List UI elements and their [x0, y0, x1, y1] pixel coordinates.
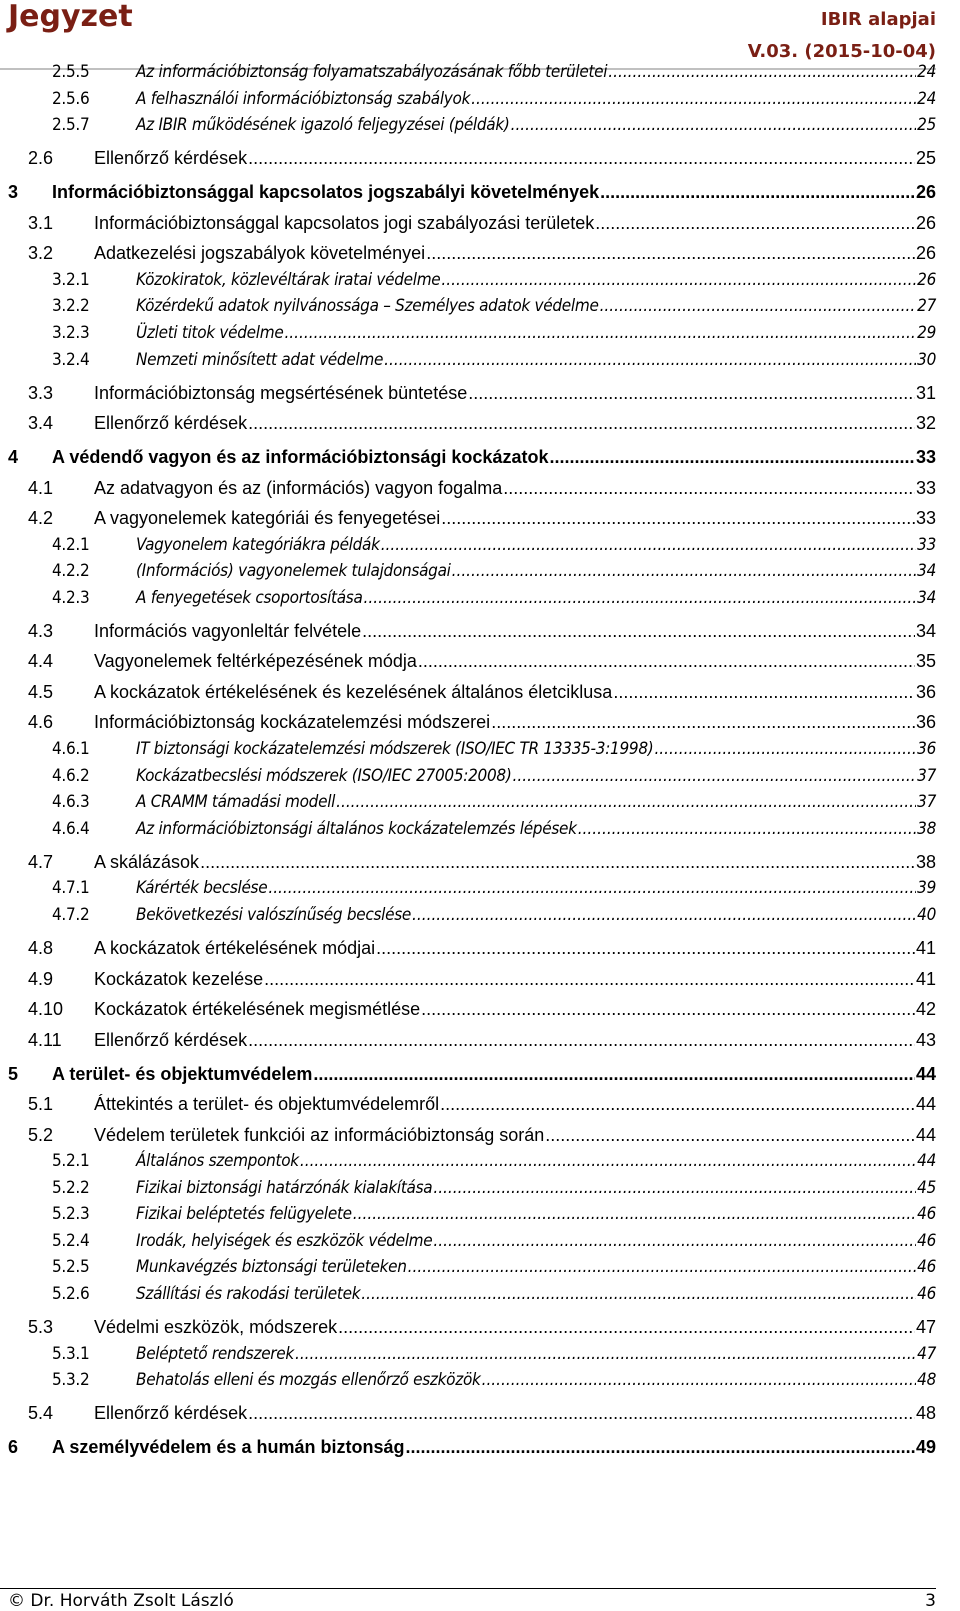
toc-entry-title: A védendő vagyon és az információbiztonsági kockázatok [52, 447, 549, 467]
toc-entry-number: 4.7 [28, 852, 54, 872]
toc-entry-page: 35 [915, 651, 936, 671]
toc-entry-page: 33 [915, 447, 936, 467]
toc-entry-number: 3.1 [28, 213, 54, 233]
toc-leader-dots [440, 1094, 915, 1115]
toc-entry-page: 26 [915, 213, 936, 233]
toc-entry-title: A kockázatok értékelésének módjai [94, 938, 376, 958]
toc-entry-number: 5.2.2 [52, 1178, 90, 1198]
toc-entry-title: Vagyonelemek feltérképezésének módja [94, 651, 417, 671]
toc-entry-title: Fizikai biztonsági határzónák kialakítása [136, 1178, 433, 1198]
toc-leader-dots [384, 350, 916, 370]
toc-entry[interactable] [8, 1064, 936, 1085]
toc-entry-page: 38 [915, 852, 936, 872]
toc-entry[interactable] [28, 508, 936, 529]
toc-entry-title: Fizikai beléptetés felügyelete [136, 1204, 352, 1224]
toc-entry-number: 2.5.7 [52, 115, 90, 135]
toc-entry-page: 44 [915, 1094, 936, 1114]
toc-entry-page: 37 [917, 766, 936, 786]
toc-entry-page: 40 [917, 905, 936, 925]
toc-leader-dots [268, 878, 916, 898]
toc-leader-dots [654, 739, 916, 759]
toc-entry-title: Ellenőrző kérdések [94, 1403, 248, 1423]
toc-entry[interactable] [28, 969, 936, 990]
toc-entry[interactable] [28, 148, 936, 169]
toc-leader-dots [248, 1403, 915, 1424]
toc-entry-title: (Információs) vagyonelemek tulajdonságai [136, 561, 451, 581]
toc-entry-title: Munkavégzés biztonsági területeken [136, 1257, 407, 1277]
toc-entry-page: 46 [917, 1231, 936, 1251]
toc-leader-dots [433, 1231, 916, 1251]
toc-entry[interactable] [28, 651, 936, 672]
toc-entry-title: A személyvédelem és a humán biztonság [52, 1437, 405, 1457]
toc-entry-number: 4.2.3 [52, 588, 90, 608]
toc-entry-title: Ellenőrző kérdések [94, 413, 248, 433]
toc-entry[interactable] [52, 1370, 936, 1390]
toc-entry-page: 48 [917, 1370, 936, 1390]
toc-entry-page: 36 [917, 739, 936, 759]
toc-leader-dots [408, 1257, 916, 1277]
toc-leader-dots [471, 89, 916, 109]
toc-entry-number: 3.2.3 [52, 323, 90, 343]
toc-entry-title: Behatolás elleni és mozgás ellenőrző eszközök [136, 1370, 481, 1390]
toc-entry-title: Védelem területek funkciói az információbiztonság során [94, 1125, 545, 1145]
toc-entry[interactable] [28, 682, 936, 703]
toc-entry[interactable] [28, 852, 936, 873]
toc-entry-page: 26 [915, 243, 936, 263]
toc-entry[interactable] [52, 1178, 936, 1198]
toc-entry-page: 47 [917, 1344, 936, 1364]
toc-entry-title: Az adatvagyon és az (információs) vagyon fogalma [94, 478, 503, 498]
toc-entry-page: 42 [915, 999, 936, 1019]
toc-entry-page: 39 [917, 878, 936, 898]
toc-entry-number: 4.2.2 [52, 561, 90, 581]
toc-entry[interactable] [52, 350, 936, 370]
toc-leader-dots [381, 535, 916, 555]
toc-entry-number: 4.6.2 [52, 766, 90, 786]
toc-leader-dots [361, 1284, 916, 1304]
toc-entry[interactable] [52, 1344, 936, 1364]
toc-leader-dots [613, 682, 915, 703]
toc-entry-page: 45 [917, 1178, 936, 1198]
toc-leader-dots [376, 938, 915, 959]
toc-leader-dots [362, 621, 915, 642]
toc-leader-dots [452, 561, 917, 581]
toc-entry[interactable] [52, 296, 936, 316]
footer-author: © Dr. Horváth Zsolt László [8, 1591, 234, 1611]
toc-leader-dots [248, 148, 915, 169]
toc-entry-title: Általános szempontok [136, 1151, 299, 1171]
toc-entry-page: 24 [917, 89, 936, 109]
toc-entry-page: 36 [915, 682, 936, 702]
toc-entry-page: 41 [915, 938, 936, 958]
toc-entry-number: 3.4 [28, 413, 54, 433]
toc-entry-page: 33 [915, 508, 936, 528]
toc-leader-dots [503, 478, 915, 499]
toc-entry[interactable] [28, 938, 936, 959]
toc-leader-dots [364, 588, 917, 608]
toc-leader-dots [338, 1317, 915, 1338]
toc-entry-number: 2.6 [28, 148, 54, 168]
toc-entry-number: 4.5 [28, 682, 54, 702]
toc-leader-dots [353, 1204, 916, 1224]
toc-entry-page: 46 [917, 1257, 936, 1277]
toc-entry-number: 4.6.1 [52, 739, 90, 759]
toc-leader-dots [433, 1178, 916, 1198]
toc-entry[interactable] [28, 1125, 936, 1146]
toc-entry[interactable] [52, 323, 936, 343]
toc-entry-number: 3.2.2 [52, 296, 90, 316]
toc-entry-page: 41 [915, 969, 936, 989]
toc-entry-number: 5.2 [28, 1125, 54, 1145]
toc-entry-title: IT biztonsági kockázatelemzési módszerek (ISO/IEC TR 13335-3:1998) [136, 739, 654, 759]
toc-entry[interactable] [52, 561, 936, 581]
toc-entry[interactable] [52, 535, 936, 555]
toc-leader-dots [482, 1370, 917, 1390]
toc-entry-title: A kockázatok értékelésének és kezelésének általános életciklusa [94, 682, 613, 702]
toc-leader-dots [549, 447, 915, 468]
toc-entry-title: Irodák, helyiségek és eszközök védelme [136, 1231, 433, 1251]
toc-entry[interactable] [52, 878, 936, 898]
subject-title: IBIR alapjai [820, 9, 936, 30]
toc-entry-number: 4.6.4 [52, 819, 90, 839]
toc-entry-number: 3.3 [28, 383, 54, 403]
toc-leader-dots [513, 766, 917, 786]
toc-entry-title: A skálázások [94, 852, 200, 872]
toc-entry-page: 31 [915, 383, 936, 403]
toc-entry-title: Áttekintés a terület- és objektumvédelemről [94, 1094, 440, 1114]
toc-entry-title: Közokiratok, közlevéltárak iratai védelme [136, 270, 441, 290]
toc-entry-page: 25 [917, 115, 936, 135]
toc-entry-title: Kockázatok kezelése [94, 969, 264, 989]
toc-entry[interactable] [52, 1257, 936, 1277]
toc-entry[interactable] [52, 739, 936, 759]
toc-leader-dots [248, 1030, 915, 1051]
toc-entry[interactable] [8, 1437, 936, 1458]
toc-entry-page: 44 [915, 1064, 936, 1084]
toc-entry-page: 25 [915, 148, 936, 168]
toc-entry-number: 4.8 [28, 938, 54, 958]
toc-leader-dots [421, 999, 915, 1020]
toc-entry[interactable] [8, 447, 936, 468]
toc-entry-title: A CRAMM támadási modell [136, 792, 336, 812]
toc-leader-dots [300, 1151, 916, 1171]
toc-entry-page: 29 [917, 323, 936, 343]
toc-entry[interactable] [52, 792, 936, 812]
toc-entry[interactable] [28, 999, 936, 1020]
toc-entry[interactable] [52, 588, 936, 608]
toc-entry[interactable] [52, 62, 936, 82]
toc-entry-title: Információbiztonsággal kapcsolatos jogi szabályozási területek [94, 213, 595, 233]
toc-entry-title: Üzleti titok védelme [136, 323, 284, 343]
toc-entry-page: 48 [915, 1403, 936, 1423]
toc-entry-number: 2.5.5 [52, 62, 90, 82]
toc-leader-dots [264, 969, 915, 990]
toc-entry[interactable] [52, 766, 936, 786]
toc-entry-page: 37 [917, 792, 936, 812]
toc-entry-page: 34 [917, 561, 936, 581]
toc-entry-page: 44 [915, 1125, 936, 1145]
toc-entry-title: Ellenőrző kérdések [94, 148, 248, 168]
toc-entry-number: 5.2.1 [52, 1151, 90, 1171]
footer-divider [0, 1588, 936, 1589]
toc-entry-title: Ellenőrző kérdések [94, 1030, 248, 1050]
toc-entry-title: Az IBIR működésének igazoló feljegyzései (példák) [136, 115, 510, 135]
toc-entry[interactable] [52, 270, 936, 290]
toc-entry-number: 4.4 [28, 651, 54, 671]
toc-leader-dots [441, 508, 915, 529]
toc-leader-dots [545, 1125, 915, 1146]
toc-leader-dots [468, 383, 915, 404]
toc-leader-dots [412, 905, 916, 925]
toc-entry-title: Beléptető rendszerek [136, 1344, 294, 1364]
toc-entry-title: A fenyegetések csoportosítása [136, 588, 363, 608]
toc-entry-number: 5.3.2 [52, 1370, 90, 1390]
toc-entry[interactable] [52, 1151, 936, 1171]
toc-entry-page: 33 [917, 535, 936, 555]
toc-entry-title: Közérdekű adatok nyilvánossága – Személyes adatok védelme [136, 296, 599, 316]
toc-entry-number: 5.3 [28, 1317, 54, 1337]
header-right [748, 4, 936, 68]
toc-leader-dots [578, 819, 916, 839]
toc-entry-title: Az információbiztonság folyamatszabályozásának főbb területei [136, 62, 608, 82]
toc-leader-dots [284, 323, 916, 343]
toc-entry[interactable] [28, 621, 936, 642]
toc-entry[interactable] [28, 478, 936, 499]
toc-entry-number: 4.1 [28, 478, 54, 498]
toc-entry-number: 4.6.3 [52, 792, 90, 812]
toc-entry-title: A terület- és objektumvédelem [52, 1064, 313, 1084]
toc-entry-page: 34 [915, 621, 936, 641]
toc-entry-title: Információbiztonsággal kapcsolatos jogszabályi követelmények [52, 182, 600, 202]
toc-leader-dots [336, 792, 916, 812]
toc-entry-title: Kockázatbecslési módszerek (ISO/IEC 27005:2008) [136, 766, 512, 786]
toc-entry-page: 49 [915, 1437, 936, 1457]
toc-entry-number: 5 [8, 1064, 19, 1084]
toc-entry-page: 27 [917, 296, 936, 316]
toc-entry-number: 5.4 [28, 1403, 54, 1423]
toc-entry[interactable] [52, 1204, 936, 1224]
toc-entry[interactable] [52, 819, 936, 839]
toc-entry-title: Információbiztonság megsértésének büntetése [94, 383, 468, 403]
toc-entry[interactable] [28, 1403, 936, 1424]
toc-entry-title: Szállítási és rakodási területek [136, 1284, 361, 1304]
toc-entry[interactable] [52, 1231, 936, 1251]
toc-leader-dots [441, 270, 916, 290]
toc-leader-dots [295, 1344, 916, 1364]
toc-entry-number: 4 [8, 447, 19, 467]
toc-entry-number: 4.9 [28, 969, 54, 989]
toc-entry-title: Védelmi eszközök, módszerek [94, 1317, 338, 1337]
toc-entry-page: 26 [915, 182, 936, 202]
toc-entry-page: 26 [917, 270, 936, 290]
toc-leader-dots [608, 62, 916, 82]
toc-leader-dots [405, 1437, 915, 1458]
toc-leader-dots [313, 1064, 915, 1085]
toc-entry-number: 3.2 [28, 243, 54, 263]
toc-leader-dots [600, 182, 915, 203]
toc-entry-number: 4.7.1 [52, 878, 90, 898]
toc-entry-number: 4.7.2 [52, 905, 90, 925]
toc-entry[interactable] [28, 383, 936, 404]
toc-entry-number: 4.2.1 [52, 535, 90, 555]
toc-entry-number: 5.2.4 [52, 1231, 90, 1251]
toc-entry-title: Kárérték becslése [136, 878, 268, 898]
toc-leader-dots [248, 413, 915, 434]
toc-entry-title: Kockázatok értékelésének megismétlése [94, 999, 421, 1019]
toc-entry[interactable] [28, 413, 936, 434]
toc-entry-page: 43 [915, 1030, 936, 1050]
page-footer [8, 1592, 936, 1610]
toc-entry-title: Információbiztonság kockázatelemzési módszerei [94, 712, 491, 732]
toc-entry[interactable] [28, 243, 936, 264]
toc-leader-dots [595, 213, 915, 234]
toc-entry-page: 24 [917, 62, 936, 82]
toc-entry-title: Adatkezelési jogszabályok követelményei [94, 243, 426, 263]
toc-entry-title: A vagyonelemek kategóriái és fenyegetései [94, 508, 441, 528]
toc-entry-page: 30 [917, 350, 936, 370]
toc-entry-page: 38 [917, 819, 936, 839]
toc-entry-number: 5.2.5 [52, 1257, 90, 1277]
toc-entry-title: Nemzeti minősített adat védelme [136, 350, 384, 370]
document-title: Jegyzet [8, 0, 133, 34]
toc-entry-title: Bekövetkezési valószínűség becslése [136, 905, 412, 925]
toc-leader-dots [511, 115, 917, 135]
toc-entry[interactable] [28, 712, 936, 733]
toc-entry-number: 5.1 [28, 1094, 54, 1114]
toc-entry-page: 46 [917, 1204, 936, 1224]
toc-entry-number: 4.2 [28, 508, 54, 528]
toc-entry-number: 4.11 [28, 1030, 62, 1050]
toc-entry[interactable] [52, 115, 936, 135]
toc-entry[interactable] [28, 1094, 936, 1115]
toc-entry-page: 33 [915, 478, 936, 498]
toc-entry[interactable] [52, 89, 936, 109]
toc-entry-page: 47 [915, 1317, 936, 1337]
toc-entry-number: 3.2.4 [52, 350, 90, 370]
toc-entry-number: 6 [8, 1437, 19, 1457]
toc-entry-number: 5.2.6 [52, 1284, 90, 1304]
toc-entry-number: 4.3 [28, 621, 54, 641]
toc-leader-dots [491, 712, 915, 733]
toc-entry-number: 3.2.1 [52, 270, 90, 290]
toc-leader-dots [200, 852, 915, 873]
footer-page-number: 3 [925, 1591, 936, 1611]
toc-entry-title: Információs vagyonleltár felvétele [94, 621, 362, 641]
toc-entry-number: 5.3.1 [52, 1344, 90, 1364]
toc-entry-page: 36 [915, 712, 936, 732]
toc-entry-title: Vagyonelem kategóriákra példák [136, 535, 380, 555]
toc-entry-page: 46 [917, 1284, 936, 1304]
toc-entry[interactable] [52, 1284, 936, 1304]
toc-entry-number: 3 [8, 182, 19, 202]
toc-entry-number: 5.2.3 [52, 1204, 90, 1224]
toc-entry-number: 4.10 [28, 999, 64, 1019]
version-label: V.03. (2015-10-04) [747, 41, 936, 62]
toc-entry[interactable] [28, 1030, 936, 1051]
toc-entry[interactable] [52, 905, 936, 925]
toc-entry-title: A felhasználói információbiztonság szabályok [136, 89, 471, 109]
toc-entry-page: 44 [917, 1151, 936, 1171]
toc-entry[interactable] [28, 213, 936, 234]
toc-entry-number: 4.6 [28, 712, 54, 732]
toc-entry-number: 2.5.6 [52, 89, 90, 109]
toc-entry-page: 34 [917, 588, 936, 608]
toc-entry-title: Az információbiztonsági általános kockázatelemzés lépések [136, 819, 577, 839]
toc-leader-dots [426, 243, 915, 264]
toc-leader-dots [418, 651, 915, 672]
toc-leader-dots [600, 296, 917, 316]
toc-entry[interactable] [28, 1317, 936, 1338]
toc-entry-page: 32 [915, 413, 936, 433]
toc-entry[interactable] [8, 182, 936, 203]
